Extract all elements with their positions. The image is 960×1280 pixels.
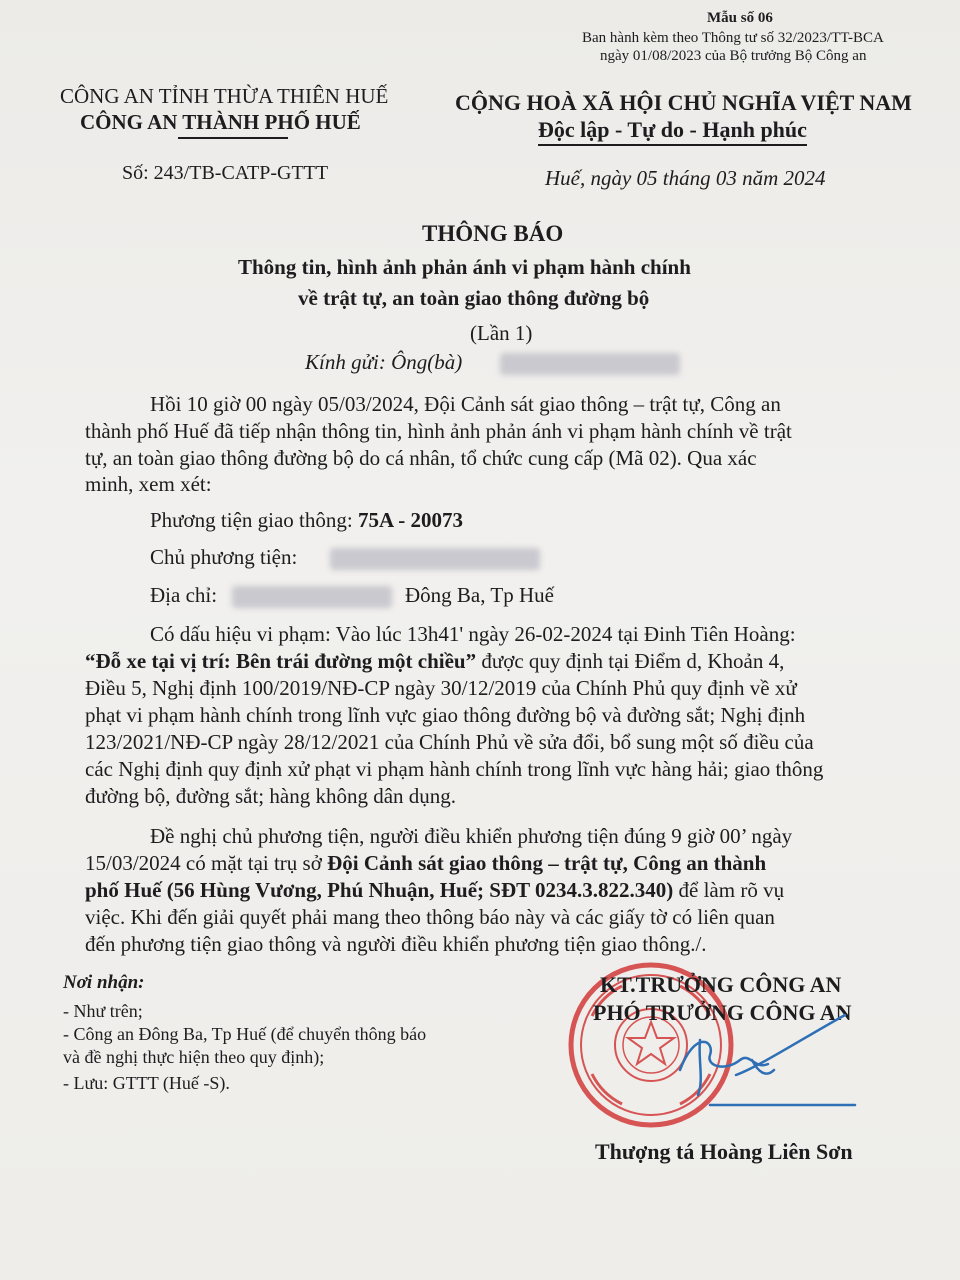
form-issued-date: ngày 01/08/2023 của Bộ trưởng Bộ Công an — [600, 48, 867, 64]
vehicle-row — [150, 508, 463, 533]
violation-line-2-rest: được quy định tại Điểm d, Khoản 4, — [476, 649, 785, 673]
place-date: Huế, ngày 05 tháng 03 năm 2024 — [545, 166, 826, 190]
violation-line-2 — [85, 649, 784, 674]
intro-line-4: minh, xem xét: — [85, 472, 212, 496]
violation-line-3: Điều 5, Nghị định 100/2019/NĐ-CP ngày 30/12/2019 của Chính Phủ quy định về xử — [85, 676, 797, 700]
request-line-1: Đề nghị chủ phương tiện, người điều khiển phương tiện đúng 9 giờ 00’ ngày — [150, 824, 793, 848]
recipients-item-3: - Lưu: GTTT (Huế -S). — [63, 1073, 230, 1093]
recipients-item-2: - Công an Đông Ba, Tp Huế (để chuyển thông báo — [63, 1024, 427, 1044]
notice-subtitle-line2: về trật tự, an toàn giao thông đường bộ — [298, 286, 650, 310]
form-issued-with: Ban hành kèm theo Thông tư số 32/2023/TT-BCA — [582, 30, 884, 46]
agency-underline — [178, 137, 288, 139]
agency-name: CÔNG AN THÀNH PHỐ HUẾ — [80, 110, 361, 134]
signature-title-2: PHÓ TRƯỞNG CÔNG AN — [593, 1000, 852, 1025]
vehicle-label: Phương tiện giao thông: — [150, 508, 358, 532]
owner-label: Chủ phương tiện: — [150, 545, 298, 569]
signature-title-1: KT.TRƯỞNG CÔNG AN — [600, 972, 842, 997]
signer-name: Thượng tá Hoàng Liên Sơn — [595, 1139, 853, 1164]
violation-line-5: 123/2021/NĐ-CP ngày 28/12/2021 của Chính Phủ về sửa đổi, bổ sung một số điều của — [85, 730, 814, 754]
intro-line-3: tự, an toàn giao thông đường bộ do cá nhân, tổ chức cung cấp (Mã 02). Qua xác — [85, 446, 757, 470]
request-line-3-end: để làm rõ vụ — [673, 878, 785, 902]
nation-title: CỘNG HOÀ XÃ HỘI CHỦ NGHĨA VIỆT NAM — [455, 90, 912, 115]
request-line-4: việc. Khi đến giải quyết phải mang theo thông báo này và các giấy tờ có liên quan — [85, 905, 775, 929]
recipients-item-1: - Như trên; — [63, 1001, 143, 1021]
notice-round: (Lần 1) — [470, 321, 533, 345]
recipient-name-redacted — [500, 353, 680, 375]
request-office: Đội Cảnh sát giao thông – trật tự, Công an thành — [327, 851, 767, 875]
recipients-item-2-cont: và đề nghị thực hiện theo quy định); — [63, 1047, 325, 1067]
violation-line-4: phạt vi phạm hành chính trong lĩnh vực giao thông đường bộ và đường sắt; Nghị định — [85, 703, 806, 727]
doc-number: Số: 243/TB-CATP-GTTT — [122, 162, 329, 184]
intro-line-2: thành phố Huế đã tiếp nhận thông tin, hình ảnh phản ánh vi phạm hành chính về trật — [85, 419, 792, 443]
owner-name-redacted — [330, 548, 540, 570]
intro-line-1: Hồi 10 giờ 00 ngày 05/03/2024, Đội Cảnh sát giao thông – trật tự, Công an — [150, 392, 781, 416]
notice-title: THÔNG BÁO — [422, 221, 564, 246]
request-line-5: đến phương tiện giao thông và người điều khiển phương tiện giao thông./. — [85, 932, 707, 956]
notice-subtitle-line1: Thông tin, hình ảnh phản ánh vi phạm hành chính — [238, 255, 691, 279]
violation-name: “Đỗ xe tại vị trí: Bên trái đường một chiều” — [85, 649, 477, 673]
request-line-3 — [85, 878, 784, 903]
violation-line-1: Có dấu hiệu vi phạm: Vào lúc 13h41' ngày 26-02-2024 tại Đinh Tiên Hoàng: — [150, 622, 796, 646]
address-label: Địa chỉ: — [150, 583, 218, 607]
nation-motto: Độc lập - Tự do - Hạnh phúc — [538, 117, 807, 146]
recipients-title: Nơi nhận: — [63, 972, 145, 993]
agency-parent: CÔNG AN TỈNH THỪA THIÊN HUẾ — [60, 84, 389, 108]
address-redacted — [232, 586, 392, 608]
violation-line-6: các Nghị định quy định xử phạt vi phạm hành chính trong lĩnh vực hàng hải; giao thông — [85, 757, 824, 781]
request-office-address: phố Huế (56 Hùng Vương, Phú Nhuận, Huế; SĐT 0234.3.822.340) — [85, 878, 674, 902]
handwritten-signature — [640, 1000, 860, 1110]
request-line-2-start: 15/03/2024 có mặt tại trụ sở — [85, 851, 328, 875]
recipient-label: Kính gửi: Ông(bà) — [305, 350, 463, 374]
vehicle-plate: 75A - 20073 — [357, 508, 463, 532]
request-line-2 — [85, 851, 766, 876]
address-visible: Đông Ba, Tp Huế — [405, 583, 554, 607]
violation-line-7: đường bộ, đường sắt; hàng không dân dụng. — [85, 784, 457, 808]
form-number: Mẫu số 06 — [707, 10, 773, 26]
